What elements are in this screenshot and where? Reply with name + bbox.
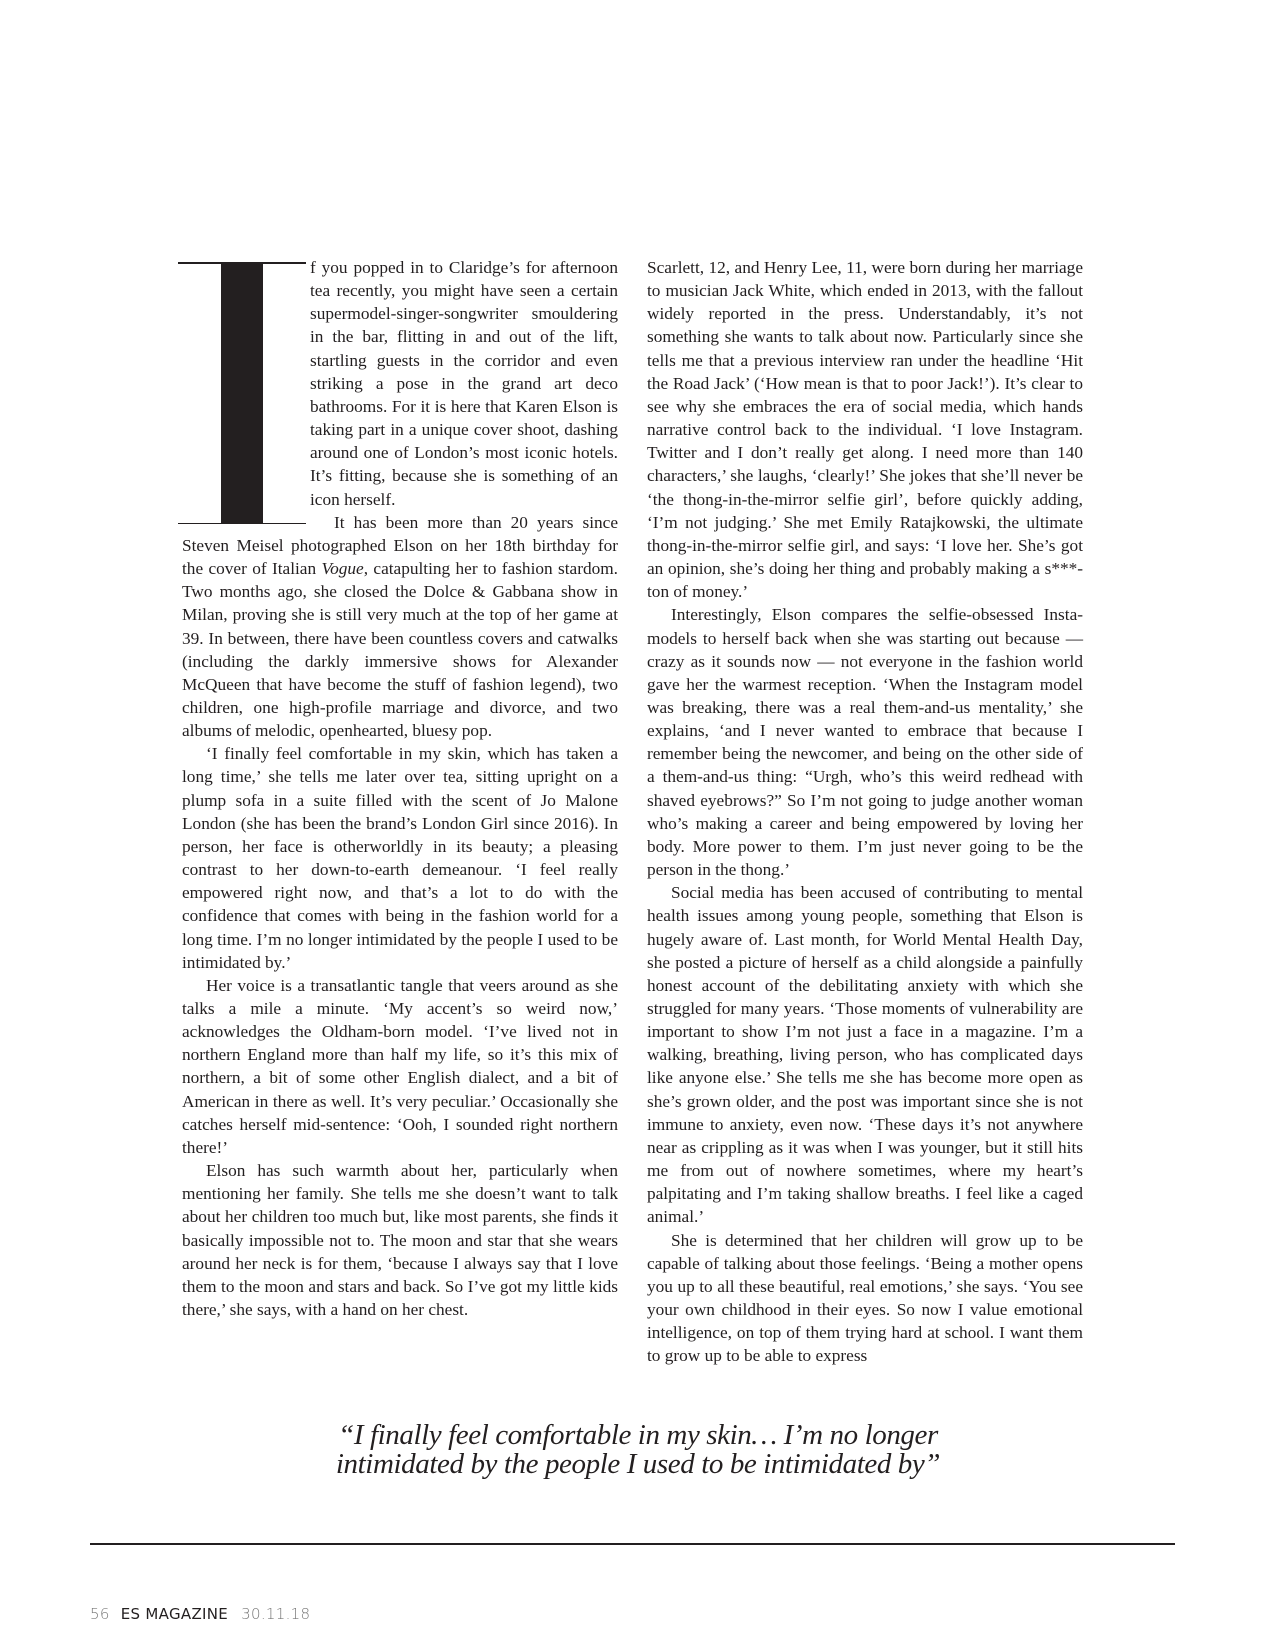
article-paragraph: She is determined that her children will grow up to be capable of talking about those feelings. ‘Being a mother opens you up to all these beautiful, real emotions,’ she says. ‘You see your own childhood in their eyes. So now I value emotional intelligence, on top of them trying hard at school. I want them to grow up to be able to express xyxy=(647,1230,1083,1366)
magazine-title: Vogue xyxy=(321,559,364,579)
issue-date: 30.11.18 xyxy=(241,1605,311,1623)
article-paragraph: It has been more than 20 years since Steven Meisel photographed Elson on her 18th birthday for the cover of Italian Vogue, catapulting her to fashion stardom. Two months ago, she closed the Dolce & Gabbana show in Milan, proving she is still very much at the top of her game at 39. In between, there have been countless covers and catwalks (including the darkly immersive shows for Alexander McQueen that have become the stuff of fashion legend), two children, one high-profile marriage and divorce, and two albums of melodic, openhearted, bluesy pop. xyxy=(182,512,619,741)
drop-cap-letter xyxy=(178,262,306,524)
page-footer xyxy=(90,1605,310,1623)
article-column-right xyxy=(647,256,1083,1368)
article-paragraph: ‘I finally feel comfortable in my skin, which has taken a long time,’ she tells me later over tea, sitting upright on a plump sofa in a suite filled with the scent of Jo Malone London (she has been the brand’s London Girl since 2016). In person, her face is otherworldly in its beauty; a pleasing contrast to her down-to-earth demeanour. ‘I feel really empowered right now, and that’s a lot to do with the confidence that comes with being in the fashion world for a long time. I’m no longer intimidated by the people I used to be intimidated by.’ xyxy=(182,744,618,972)
article-paragraph: Her voice is a transatlantic tangle that veers around as she talks a mile a minute. ‘My accent’s so weird now,’ acknowledges the Oldham-born model. ‘I’ve lived not in northern England more than half my life, so it’s this mix of northern, a bit of some other English dialect, and a bit of American in there as well. It’s very peculiar.’ Occasionally she catches herself mid-sentence: ‘Ooh, I sounded right northern there!’ xyxy=(182,975,618,1157)
page-number: 56 xyxy=(90,1605,110,1623)
article-column-left xyxy=(182,256,618,1321)
article-paragraph: Scarlett, 12, and Henry Lee, 11, were born during her marriage to musician Jack White, which ended in 2013, with the fallout widely reported in the press. Understandably, it’s not something she wants to talk about now. Particularly since she tells me that a previous interview ran under the headline ‘Hit the Road Jack’ (‘How mean is that to poor Jack!’). It’s clear to see why she embraces the era of social media, which hands narrative control back to the individual. ‘I love Instagram. Twitter and I don’t really get along. I need more than 140 characters,’ she laughs, ‘clearly!’ She jokes that she’ll never be ‘the thong-in-the-mirror selfie girl’, before quickly adding, ‘I’m not judging.’ She met Emily Ratajkowski, the ultimate thong-in-the-mirror selfie girl, and says: ‘I love her. She’s got an opinion, she’s doing her thing and probably making a s***-ton of money.’ xyxy=(647,258,1083,602)
article-paragraph: f you popped in to Claridge’s for afternoon tea recently, you might have seen a certain supermodel-singer-songwriter smouldering in the bar, flitting in and out of the lift, startling guests in the corridor and even striking a pose in the grand art deco bathrooms. For it is here that Karen Elson is taking part in a unique cover shoot, dashing around one of London’s most iconic hotels. It’s fitting, because she is something of an icon herself. xyxy=(310,258,618,509)
article-paragraph: Social media has been accused of contributing to mental health issues among young people, something that Elson is hugely aware of. Last month, for World Mental Health Day, she posted a picture of herself as a child alongside a painfully honest account of the debilitating anxiety with which she struggled for many years. ‘Those moments of vulnerability are important to show I’m not just a face in a magazine. I’m a walking, breathing, living person, who has complicated days like anyone else.’ She tells me she has become more open as she’s grown older, and the post was important since she is not immune to anxiety, even now. ‘These days it’s not anywhere near as crippling as it was when I was younger, but it still hits me from out of nowhere sometimes, where my heart’s palpitating and I’m taking shallow breaths. I feel like a caged animal.’ xyxy=(647,883,1083,1227)
magazine-name: ES MAGAZINE xyxy=(120,1605,229,1623)
pull-quote: “I finally feel comfortable in my skin… I’m no longer intimidated by the people I used to be intimidated by” xyxy=(335,1419,941,1480)
footer-divider xyxy=(90,1543,1175,1545)
article-paragraph: Elson has such warmth about her, particularly when mentioning her family. She tells me she doesn’t want to talk about her children too much but, like most parents, she finds it basically impossible not to. The moon and star that she wears around her neck is for them, ‘because I always say that I love them to the moon and stars and back. So I’ve got my little kids there,’ she says, with a hand on her chest. xyxy=(182,1161,618,1320)
article-paragraph: Interestingly, Elson compares the selfie-obsessed Insta-models to herself back when she was starting out because — crazy as it sounds now — not everyone in the fashion world gave her the warmest reception. ‘When the Instagram model was breaking, there was a real them-and-us mentality,’ she explains, ‘and I never wanted to embrace that because I remember being the newcomer, and being on the other side of a them-and-us thing: “Urgh, who’s this weird redhead with shaved eyebrows?” So I’m not going to judge another woman who’s making a career and being empowered by loving her body. More power to them. I’m just never going to be the person in the thong.’ xyxy=(647,605,1083,880)
